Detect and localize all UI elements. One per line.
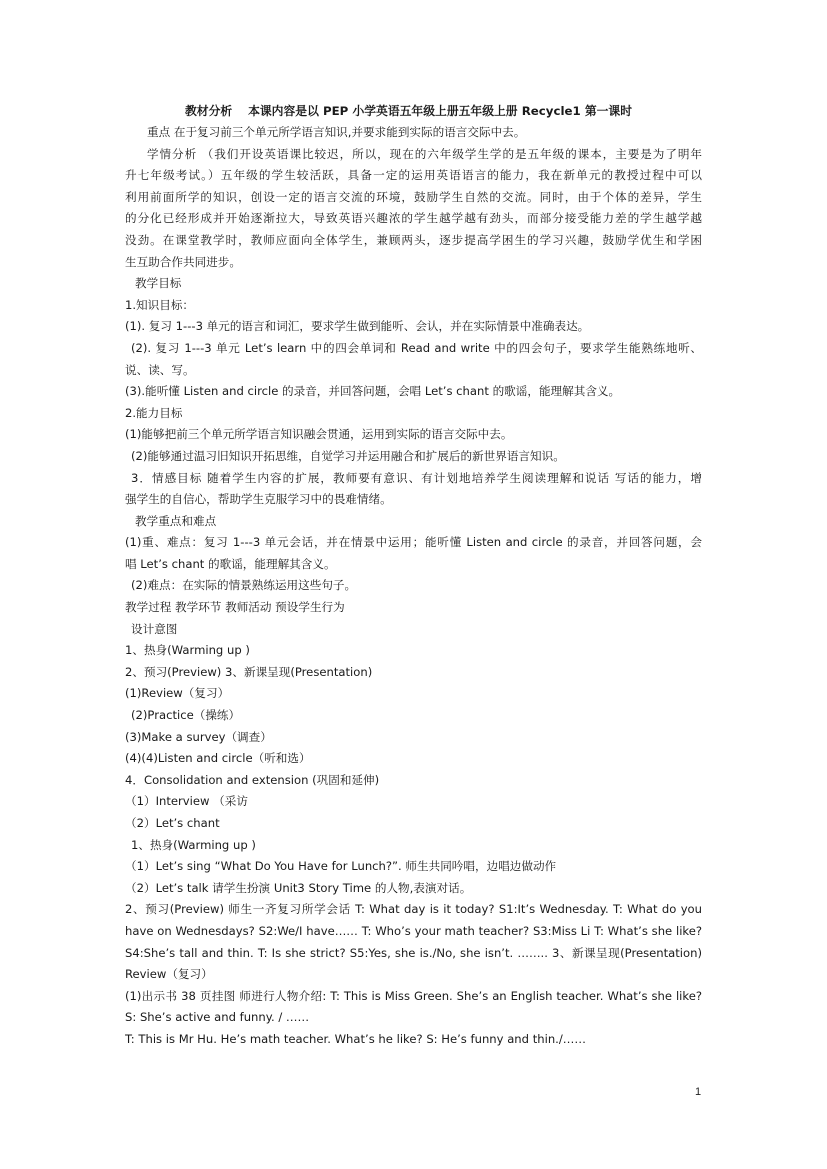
text-line: 2.能力目标 [125,405,183,420]
text-line: 1.知识目标： [125,297,195,312]
text-line: have on Wednesdays? S2:We/I have…… T: Who’s your math teacher? S3:Miss Li T: What’s she like? [125,923,702,938]
text-line: S4:She’s tall and thin. T: Is she strict? S5:Yes, she is./No, she isn’t. …….. 3、新课呈现(Presentation) [125,945,702,960]
text-line: （2）Let’s chant [125,816,220,830]
text-line: 设计意图 [131,621,178,636]
text-line: 2、预习(Preview) 3、新课呈现(Presentation) [125,664,373,679]
text-line: (3)Make a survey（调查） [125,729,272,744]
text-line: 重点 在于复习前三个单元所学语言知识,并要求能到实际的语言交际中去。 [147,125,526,139]
text-line: 说、读、写。 [125,362,195,377]
text-line: 教学过程 教学环节 教师活动 预设学生行为 [125,600,345,615]
text-line: (2)Practice（操练） [131,708,241,723]
text-line: (4)(4)Listen and circle（听和选） [125,751,311,766]
text-line: (1)出示书 38 页挂图 师进行人物介绍: T: This is Miss Green. She’s an English teacher. What’s she like? [125,988,702,1003]
text-line: （1）Let’s sing “What Do You Have for Lunch?”. 师生共同吟唱，边唱边做动作 [125,859,557,874]
text-line: 强学生的自信心，帮助学生克服学习中的畏难情绪。 [125,492,392,507]
section-heading: 教学重点和难点 [135,513,217,528]
text-line: (1)Review（复习） [125,686,230,701]
text-line: 生互助合作共同进步。 [125,254,241,269]
document-page [125,100,702,1051]
section-heading: 教学目标 [135,276,182,291]
text-line: (2). 复习 1---3 单元 Let’s learn 中的四会单词和 Read and write 中的四会句子，要求学生能熟练地听、 [131,340,702,355]
text-line: 唱 Let’s chant 的歌谣，能理解其含义。 [125,556,336,571]
text-line: T: This is Mr Hu. He’s math teacher. What’s he like? S: He’s funny and thin./…… [125,1031,586,1046]
text-line: (3).能听懂 Listen and circle 的录音，并回答问题，会唱 Let’s chant 的歌谣，能理解其含义。 [125,384,621,399]
text-line: （1）Interview （采访 [125,794,248,809]
text-line: 1、热身(Warming up ) [125,643,250,658]
text-line: 2、预习(Preview) 师生一齐复习所学会话 T: What day is it today? S1:It’s Wednesday. T: What do you [125,902,702,917]
document-title: 教材分析 本课内容是以 PEP 小学英语五年级上册五年级上册 Recycle1 第一课时 [185,104,633,118]
text-line: (2)能够通过温习旧知识开拓思维，自觉学习并运用融合和扩展后的新世界语言知识。 [131,448,565,463]
text-line: 升七年级考试。）五年级的学生较活跃，具备一定的运用英语语言的能力，我在新单元的教授过程中可以 [125,168,702,183]
text-line: (1)能够把前三个单元所学语言知识融会贯通，运用到实际的语言交际中去。 [125,427,513,442]
text-line: 利用前面所学的知识，创设一定的语言交流的环境，鼓励学生自然的交流。同时，由于个体的差异，学生 [125,189,702,204]
text-line: 没劲。在课堂教学时，教师应面向全体学生，兼顾两头，逐步提高学困生的学习兴趣，鼓励学优生和学困 [125,232,702,247]
text-line: 1、热身(Warming up ) [131,837,256,852]
text-line: 3．情感目标 随着学生内容的扩展，教师要有意识、有计划地培养学生阅读理解和说话 写话的能力，增 [131,470,702,485]
page-number: 1 [695,1086,702,1098]
text-line: 4．Consolidation and extension (巩固和延伸) [125,772,380,787]
text-line: (1). 复习 1---3 单元的语言和词汇，要求学生做到能听、会认，并在实际情景中准确表达。 [125,319,590,334]
text-line: (2)难点：在实际的情景熟练运用这些句子。 [131,578,357,593]
text-line: （2）Let’s talk 请学生扮演 Unit3 Story Time 的人物,表演对话。 [125,880,472,895]
text-line: 的分化已经形成并开始逐渐拉大，导致英语兴趣浓的学生越学越有劲头，而部分接受能力差的学生越学越 [125,211,702,226]
text-line: S: She’s active and funny. / …… [125,1010,310,1025]
text-line: 学情分析 （我们开设英语课比较迟，所以，现在的六年级学生学的是五年级的课本，主要是为了明年 [147,146,702,161]
text-line: (1)重、难点：复习 1---3 单元会话，并在情景中运用；能听懂 Listen and circle 的录音，并回答问题，会 [125,535,702,550]
text-line: Review（复习） [125,967,213,982]
